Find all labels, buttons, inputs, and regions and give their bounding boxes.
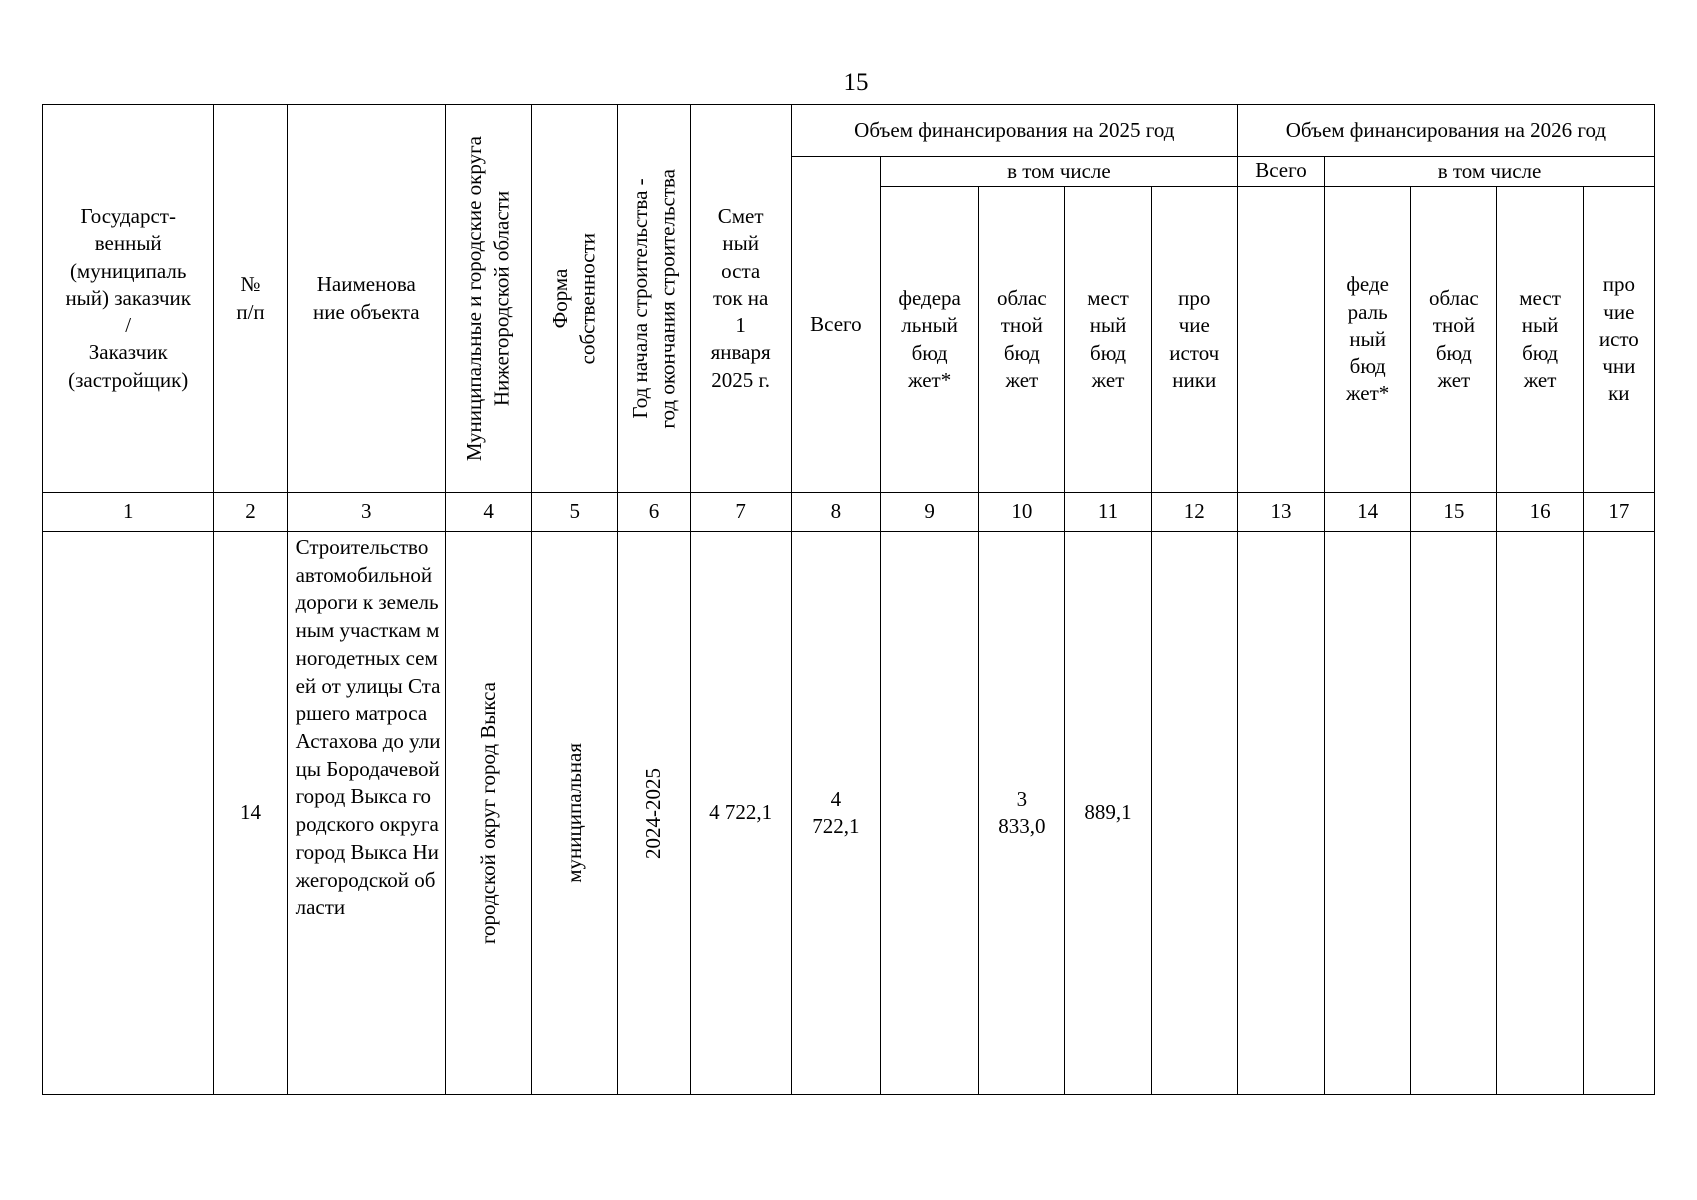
cell-federal-2026 (1325, 532, 1411, 1095)
cell-other-2025 (1151, 532, 1237, 1095)
header-years: Год начала строительства - год окончания строительства (627, 168, 679, 429)
header-number: № п/п (214, 105, 287, 493)
column-number: 17 (1583, 493, 1654, 532)
column-number: 13 (1237, 493, 1324, 532)
header-local-2026: мест ный бюд жет (1497, 187, 1583, 493)
column-number: 7 (690, 493, 791, 532)
header-years-cell (618, 105, 690, 493)
column-number: 4 (445, 493, 531, 532)
cell-ownership-cell (532, 532, 618, 1095)
header-row-1 (43, 105, 1655, 157)
column-number: 12 (1151, 493, 1237, 532)
cell-years-cell (618, 532, 690, 1095)
header-balance: Смет ный оста ток на 1 января 2025 г. (690, 105, 791, 493)
header-federal-2025: федера льный бюд жет* (881, 187, 979, 493)
cell-total-2025: 4 722,1 (791, 532, 880, 1095)
header-total-2025: Всего (791, 157, 880, 493)
cell-ownership: муниципальная (562, 743, 587, 883)
header-other-2025: про чие источ ники (1151, 187, 1237, 493)
column-number: 9 (881, 493, 979, 532)
cell-municipality-cell (445, 532, 531, 1095)
header-object-name: Наименова ние объекта (287, 105, 445, 493)
cell-federal-2025 (881, 532, 979, 1095)
column-number: 2 (214, 493, 287, 532)
cell-customer (43, 532, 214, 1095)
header-local-2025: мест ный бюд жет (1065, 187, 1151, 493)
column-number: 8 (791, 493, 880, 532)
column-number: 3 (287, 493, 445, 532)
page-number: 15 (843, 69, 869, 96)
column-number: 5 (532, 493, 618, 532)
header-including-2026: в том числе (1325, 157, 1655, 187)
cell-other-2026 (1583, 532, 1654, 1095)
column-number: 16 (1497, 493, 1583, 532)
header-ownership-cell (532, 105, 618, 493)
header-ownership: Форма собственности (548, 232, 600, 365)
column-number: 1 (43, 493, 214, 532)
cell-regional-2025: 3 833,0 (979, 532, 1065, 1095)
header-regional-2025: облас тной бюд жет (979, 187, 1065, 493)
column-number: 10 (979, 493, 1065, 532)
header-federal-2026: феде раль ный бюд жет* (1325, 187, 1411, 493)
header-funding-2025: Объем финансирования на 2025 год (791, 105, 1237, 157)
header-total-2026: Всего (1237, 157, 1324, 187)
column-number: 6 (618, 493, 690, 532)
header-regional-2026: облас тной бюд жет (1411, 187, 1497, 493)
cell-total-2026 (1237, 532, 1324, 1095)
cell-regional-2026 (1411, 532, 1497, 1095)
header-including-2025: в том числе (881, 157, 1238, 187)
header-municipality-cell (445, 105, 531, 493)
cell-number: 14 (214, 532, 287, 1095)
header-municipality: Муниципальные и городские округа Нижегородской области (462, 135, 514, 462)
cell-local-2026 (1497, 532, 1583, 1095)
header-customer: Государст- венный (муниципаль ный) заказчик / Заказчик (застройщик) (43, 105, 214, 493)
column-number-row (43, 493, 1655, 532)
header-total-2026-spacer (1237, 187, 1324, 493)
header-other-2026: про чие исто чни ки (1583, 187, 1654, 493)
cell-years: 2024-2025 (641, 767, 666, 859)
header-funding-2026: Объем финансирования на 2026 год (1237, 105, 1654, 157)
column-number: 11 (1065, 493, 1151, 532)
cell-balance: 4 722,1 (690, 532, 791, 1095)
column-number: 14 (1325, 493, 1411, 532)
table-row (43, 532, 1655, 1095)
cell-municipality: городской округ город Выкса (475, 681, 500, 945)
column-number: 15 (1411, 493, 1497, 532)
construction-funding-table (42, 104, 1655, 1095)
cell-object-name: Строительство автомобильной дороги к земельным участкам многодетных семей от улицы Старшего матроса Астахова до улицы Бородачевой город Выкса городского округа город Выкса Нижегородской области (287, 532, 445, 1095)
cell-local-2025: 889,1 (1065, 532, 1151, 1095)
